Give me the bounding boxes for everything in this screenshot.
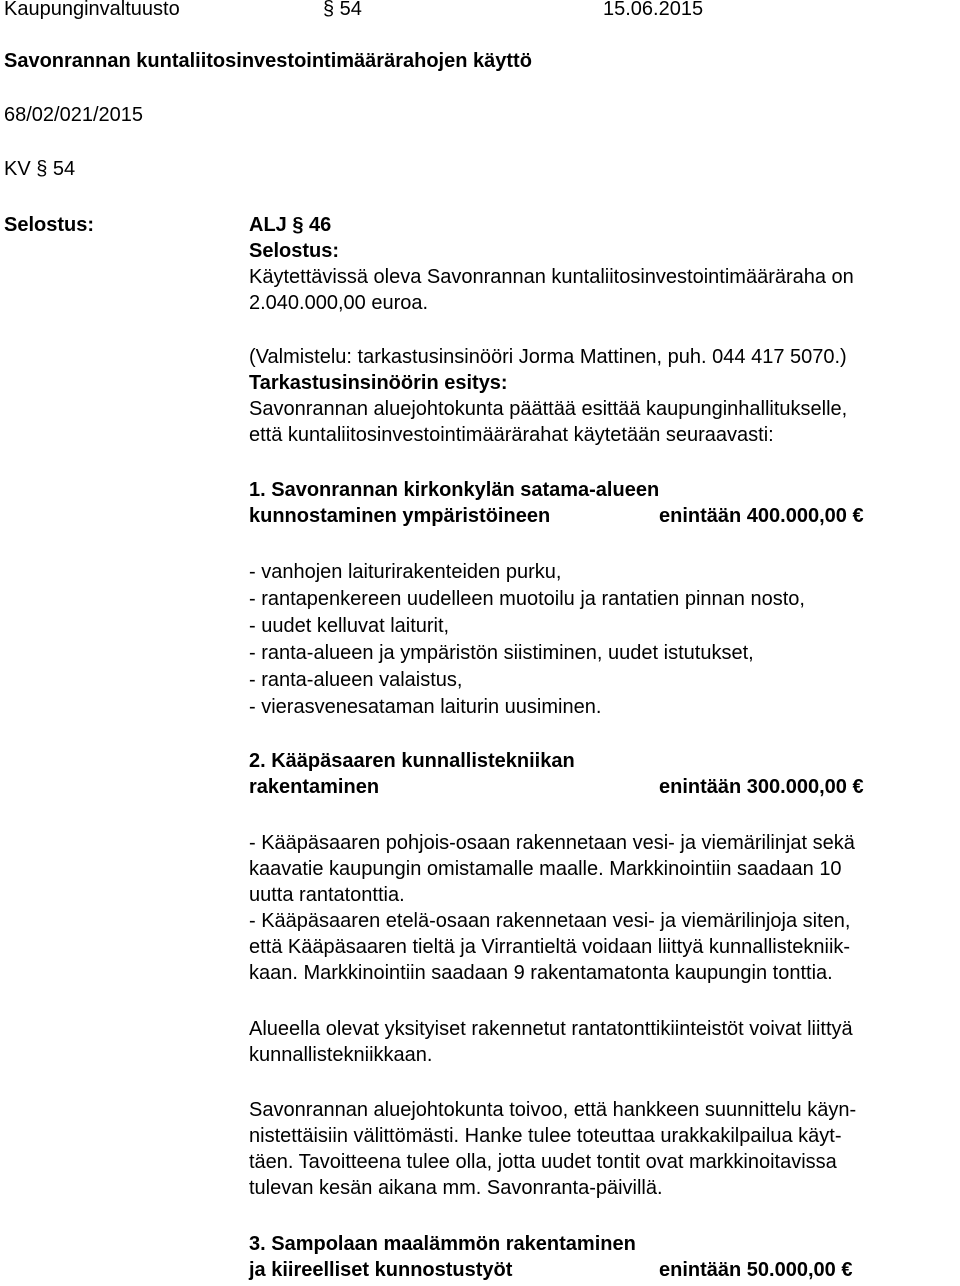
item2-amount: enintään 300.000,00 € [659, 776, 864, 798]
alj-section: ALJ § 46 [249, 214, 332, 236]
text-line: - Kääpäsaaren etelä-osaan rakennetaan vesi- ja viemärilinjoja siten, [249, 910, 851, 932]
text-line: uutta rantatonttia. [249, 884, 405, 906]
kv-section: KV § 54 [4, 158, 76, 180]
item1-bullets [249, 559, 909, 721]
item2-title-line2: rakentaminen [249, 776, 380, 798]
item2-title [249, 748, 909, 800]
text-line: kaavatie kaupungin omistamalle maalle. Markkinointiin saadaan 10 [249, 858, 842, 880]
proposal-line: Savonrannan aluejohtokunta päättää esittää kaupunginhallitukselle, [249, 398, 848, 420]
reference-number: 68/02/021/2015 [4, 104, 144, 126]
item1-amount: enintään 400.000,00 € [659, 505, 864, 527]
text-line: nistettäisiin välittömästi. Hanke tulee toteuttaa urakkakilpailua käyt- [249, 1125, 842, 1147]
list-item: - vierasvenesataman laiturin uusiminen. [249, 696, 602, 718]
list-item: - vanhojen laiturirakenteiden purku, [249, 561, 562, 583]
item1-title [249, 477, 909, 529]
paragraph-a [249, 1016, 909, 1068]
text-line: täen. Tavoitteena tulee olla, jotta uudet tontit ovat markkinoitavissa [249, 1151, 837, 1173]
paragraph-b [249, 1097, 909, 1201]
item2-title-line1: 2. Kääpäsaaren kunnallistekniikan [249, 750, 575, 772]
list-item: - ranta-alueen ja ympäristön siistiminen, uudet istutukset, [249, 642, 754, 664]
item1-title-line1: 1. Savonrannan kirkonkylän satama-alueen [249, 479, 660, 501]
proposal-paragraph [249, 396, 847, 448]
header-date: 15.06.2015 [603, 0, 704, 20]
text-line: kaan. Markkinointiin saadaan 9 rakentamatonta kaupungin tonttia. [249, 962, 833, 984]
intro-paragraph [249, 264, 854, 316]
text-line: - Kääpäsaaren pohjois-osaan rakennetaan vesi- ja viemärilinjat sekä [249, 832, 855, 854]
selostus-label: Selostus: [4, 214, 95, 236]
item3-amount: enintään 50.000,00 € [659, 1259, 853, 1281]
item1-title-line2: kunnostaminen ympäristöineen [249, 505, 551, 527]
intro-line: Käytettävissä oleva Savonrannan kuntaliitosinvestointimääräraha on [249, 266, 854, 288]
item3-title [249, 1231, 909, 1283]
item3-title-line1: 3. Sampolaan maalämmön rakentaminen [249, 1233, 636, 1255]
header-council: Kaupunginvaltuusto [4, 0, 180, 20]
alj-selostus-label: Selostus: [249, 240, 340, 262]
proposal-line: että kuntaliitosinvestointimäärärahat käytetään seuraavasti: [249, 424, 774, 446]
intro-line: 2.040.000,00 euroa. [249, 292, 429, 314]
text-line: kunnallistekniikkaan. [249, 1044, 433, 1066]
list-item: - uudet kelluvat laiturit, [249, 615, 450, 637]
text-line: Alueella olevat yksityiset rakennetut rantatonttikiinteistöt voivat liittyä [249, 1018, 853, 1040]
list-item: - rantapenkereen uudelleen muotoilu ja rantatien pinnan nosto, [249, 588, 805, 610]
text-line: Savonrannan aluejohtokunta toivoo, että hankkeen suunnittelu käyn- [249, 1099, 857, 1121]
list-item: - ranta-alueen valaistus, [249, 669, 463, 691]
proposal-label: Tarkastusinsinöörin esitys: [249, 372, 508, 394]
header-section: § 54 [323, 0, 362, 20]
item2-text [249, 830, 909, 986]
document-title: Savonrannan kuntaliitosinvestointimäärärahojen käyttö [4, 50, 532, 72]
text-line: että Kääpäsaaren tieltä ja Virrantieltä voidaan liittyä kunnallistekniik- [249, 936, 851, 958]
preparation-note: (Valmistelu: tarkastusinsinööri Jorma Mattinen, puh. 044 417 5070.) [249, 346, 847, 368]
text-line: tulevan kesän aikana mm. Savonranta-päivillä. [249, 1177, 663, 1199]
item3-title-line2: ja kiireelliset kunnostustyöt [249, 1259, 513, 1281]
